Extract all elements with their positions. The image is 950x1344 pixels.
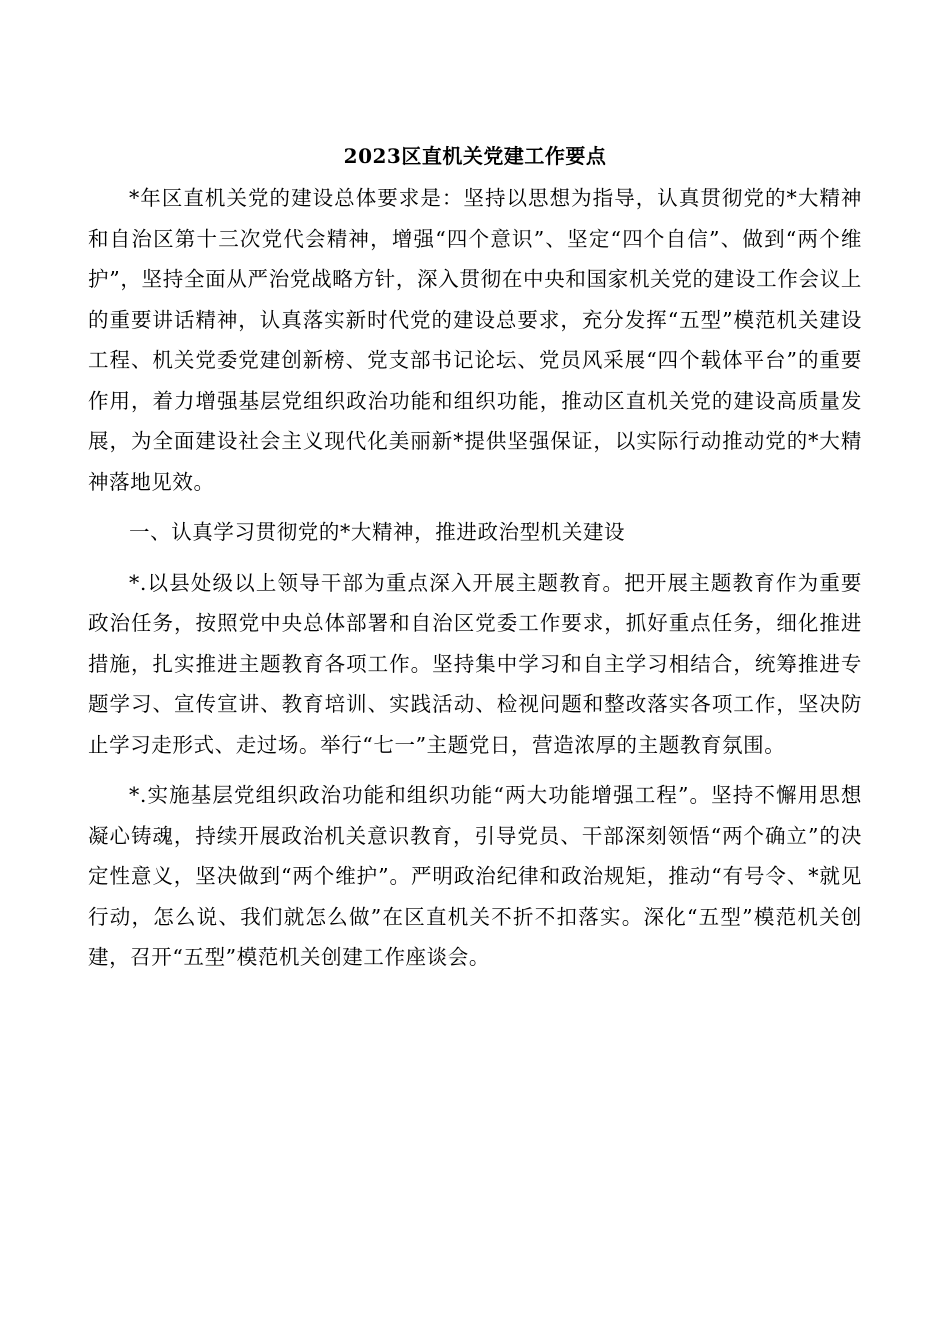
- paragraph-item-1: *.以县处级以上领导干部为重点深入开展主题教育。把开展主题教育作为重要政治任务，按照党中央总体部署和自治区党委工作要求，抓好重点任务，细化推进措施，扎实推进主题教育各项工作。坚持集中学习和自主学习相结合，统筹推进专题学习、宣传宣讲、教育培训、实践活动、检视问题和整改落实各项工作，坚决防止学习走形式、走过场。举行“七一”主题党日，营造浓厚的主题教育氛围。: [88, 570, 862, 757]
- paragraph-item-2: *.实施基层党组织政治功能和组织功能“两大功能增强工程”。坚持不懈用思想凝心铸魂，持续开展政治机关意识教育，引导党员、干部深刻领悟“两个确立”的决定性意义，坚决做到“两个维护”。严明政治纪律和政治规矩，推动“有号令、*就见行动，怎么说、我们就怎么做”在区直机关不折不扣落实。深化“五型”模范机关创建，召开“五型”模范机关创建工作座谈会。: [88, 783, 862, 969]
- section-heading-1: 一、认真学习贯彻党的*大精神，推进政治型机关建设: [129, 520, 626, 544]
- paragraph-gap: [88, 765, 862, 775]
- paragraph-gap: [88, 502, 862, 512]
- document-page: [88, 138, 862, 978]
- paragraph-gap: [88, 553, 862, 563]
- document-title: 2023区直机关党建工作要点: [343, 144, 607, 168]
- paragraph-overview: *年区直机关党的建设总体要求是：坚持以思想为指导，认真贯彻党的*大精神和自治区第十三次党代会精神，增强“四个意识”、坚定“四个自信”、做到“两个维护”，坚持全面从严治党战略方针，深入贯彻在中央和国家机关党的建设工作会议上的重要讲话精神，认真落实新时代党的建设总要求，充分发挥“五型”模范机关建设工程、机关党委党建创新榜、党支部书记论坛、党员风采展“四个载体平台”的重要作用，着力增强基层党组织政治功能和组织功能，推动区直机关党的建设高质量发展，为全面建设社会主义现代化美丽新*提供坚强保证，以实际行动推动党的*大精神落地见效。: [88, 186, 862, 494]
